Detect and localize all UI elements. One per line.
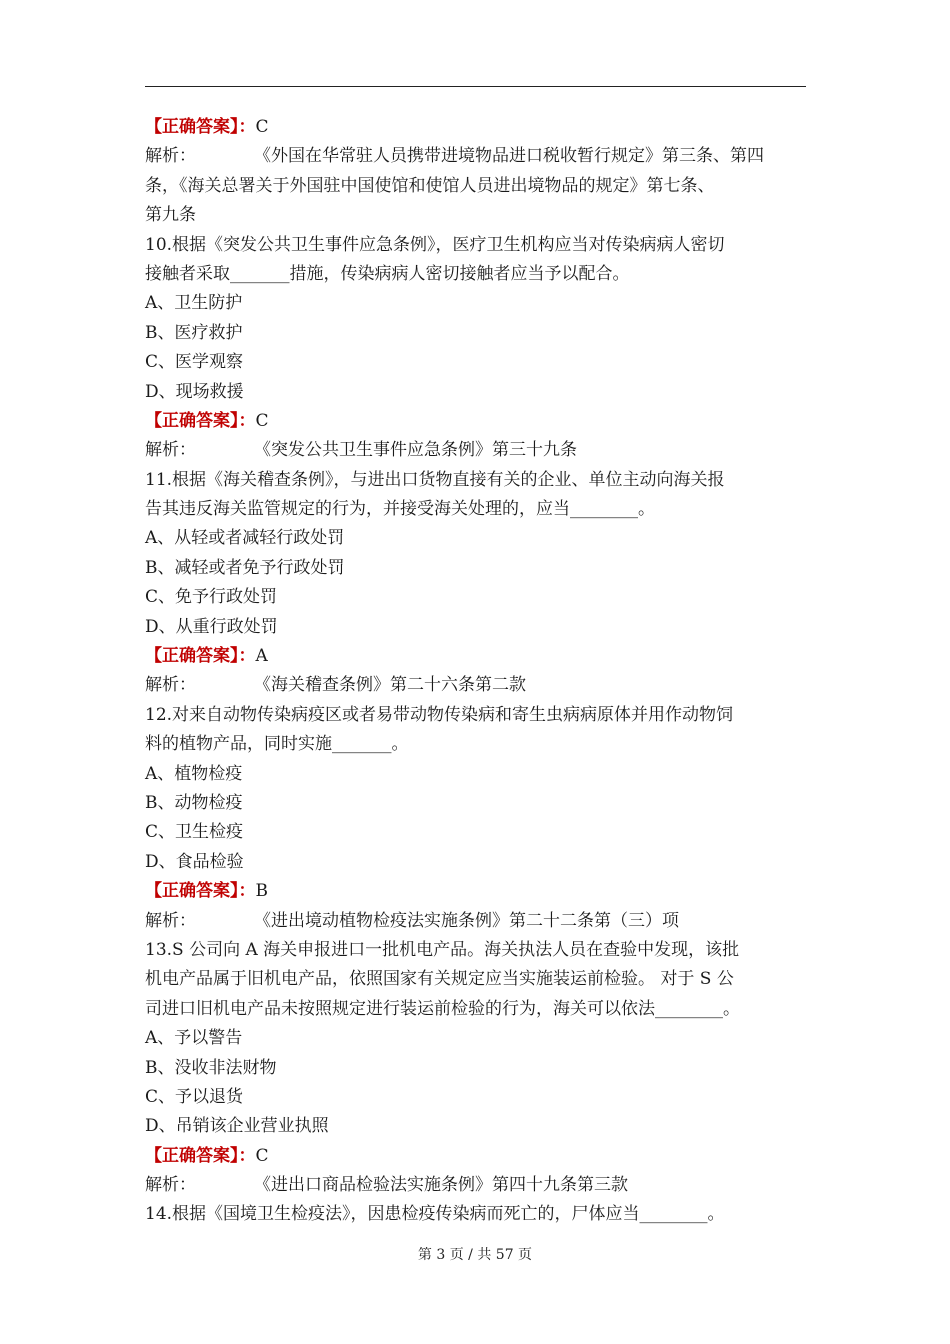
answer-line	[145, 113, 810, 142]
question-line: 机电产品属于旧机电产品，依照国家有关规定应当实施装运前检验。 对于 S 公	[145, 969, 734, 990]
answer-value: C	[255, 117, 269, 137]
answer-colon: ：	[238, 881, 256, 902]
option-line: B、减轻或者免予行政处罚	[145, 557, 345, 578]
option-line: D、食品检验	[145, 851, 244, 872]
option-line: A、从轻或者减轻行政处罚	[145, 528, 345, 549]
answer-value: A	[255, 646, 268, 667]
option-line: C、卫生检疫	[145, 822, 244, 843]
analysis-line	[145, 671, 810, 700]
analysis-label: 解析：	[145, 440, 196, 461]
question-line: 司进口旧机电产品未按照规定进行装运前检验的行为，海关可以依法________。	[145, 998, 740, 1019]
analysis-line	[145, 1171, 810, 1200]
answer-label: 【正确答案】	[145, 410, 239, 431]
analysis-text: 《进出口商品检验法实施条例》第四十九条第三款	[254, 1175, 628, 1196]
answer-colon: ：	[238, 1145, 256, 1166]
option-line: C、予以退货	[145, 1086, 244, 1107]
answer-value: C	[255, 410, 269, 431]
option-line: D、从重行政处罚	[145, 616, 278, 637]
answer-label: 【正确答案】	[145, 1145, 239, 1166]
question-line: 告其违反海关监管规定的行为，并接受海关处理的，应当________。	[145, 499, 655, 520]
answer-value: B	[255, 881, 268, 902]
option-line: B、动物检疫	[145, 792, 243, 813]
answer-line	[145, 1142, 810, 1171]
question-line: 12.对来自动物传染病疫区或者易带动物传染病和寄生虫病病原体并用作动物饲	[145, 704, 734, 725]
analysis-text: 条，《海关总署关于外国驻中国使馆和使馆人员进出境物品的规定》第七条、	[145, 175, 715, 196]
analysis-text: 《海关稽查条例》第二十六条第二款	[254, 675, 526, 696]
question-line: 料的植物产品，同时实施_______。	[145, 734, 409, 755]
answer-value: C	[255, 1145, 269, 1166]
analysis-text: 《外国在华常驻人员携带进境物品进口税收暂行规定》第三条、第四	[254, 146, 764, 167]
option-line: B、医疗救护	[145, 322, 243, 343]
answer-colon: ：	[238, 410, 256, 431]
analysis-label: 解析：	[145, 910, 196, 931]
analysis-label: 解析：	[145, 146, 196, 167]
option-line: A、卫生防护	[145, 293, 243, 314]
question-line: 11.根据《海关稽查条例》，与进出口货物直接有关的企业、单位主动向海关报	[145, 469, 725, 490]
answer-label: 【正确答案】	[145, 881, 239, 902]
question-line: 接触者采取_______措施，传染病病人密切接触者应当予以配合。	[145, 263, 630, 284]
question-line: 10.根据《突发公共卫生事件应急条例》，医疗卫生机构应当对传染病病人密切	[145, 234, 725, 255]
analysis-text: 第九条	[145, 205, 196, 226]
page-footer: 第 3 页 / 共 57 页	[417, 1247, 533, 1263]
answer-line	[145, 642, 810, 671]
option-line: C、医学观察	[145, 352, 244, 373]
option-line: D、现场救援	[145, 381, 244, 402]
answer-label: 【正确答案】	[145, 646, 239, 667]
option-line: C、免予行政处罚	[145, 587, 278, 608]
question-line: 14.根据《国境卫生检疫法》，因患检疫传染病而死亡的，尸体应当________。	[145, 1204, 725, 1225]
analysis-line	[145, 907, 810, 936]
option-line: A、予以警告	[145, 1028, 243, 1049]
answer-label: 【正确答案】	[145, 117, 239, 137]
analysis-line	[145, 172, 810, 201]
analysis-line	[145, 201, 810, 230]
document-body	[145, 113, 810, 1230]
option-line: D、吊销该企业营业执照	[145, 1116, 329, 1137]
analysis-text: 《突发公共卫生事件应急条例》第三十九条	[254, 440, 577, 461]
answer-line	[145, 407, 810, 436]
option-line: B、没收非法财物	[145, 1057, 277, 1078]
analysis-label: 解析：	[145, 675, 196, 696]
analysis-label: 解析：	[145, 1175, 196, 1196]
option-line: A、植物检疫	[145, 763, 243, 784]
analysis-line	[145, 436, 810, 465]
analysis-text: 《进出境动植物检疫法实施条例》第二十二条第（三）项	[254, 910, 679, 931]
analysis-line	[145, 142, 810, 171]
header-rule	[145, 86, 806, 87]
question-line: 13.S 公司向 A 海关申报进口一批机电产品。海关执法人员在查验中发现，该批	[145, 939, 740, 960]
answer-colon: ：	[238, 117, 256, 137]
answer-colon: ：	[238, 646, 256, 667]
answer-line	[145, 877, 810, 906]
